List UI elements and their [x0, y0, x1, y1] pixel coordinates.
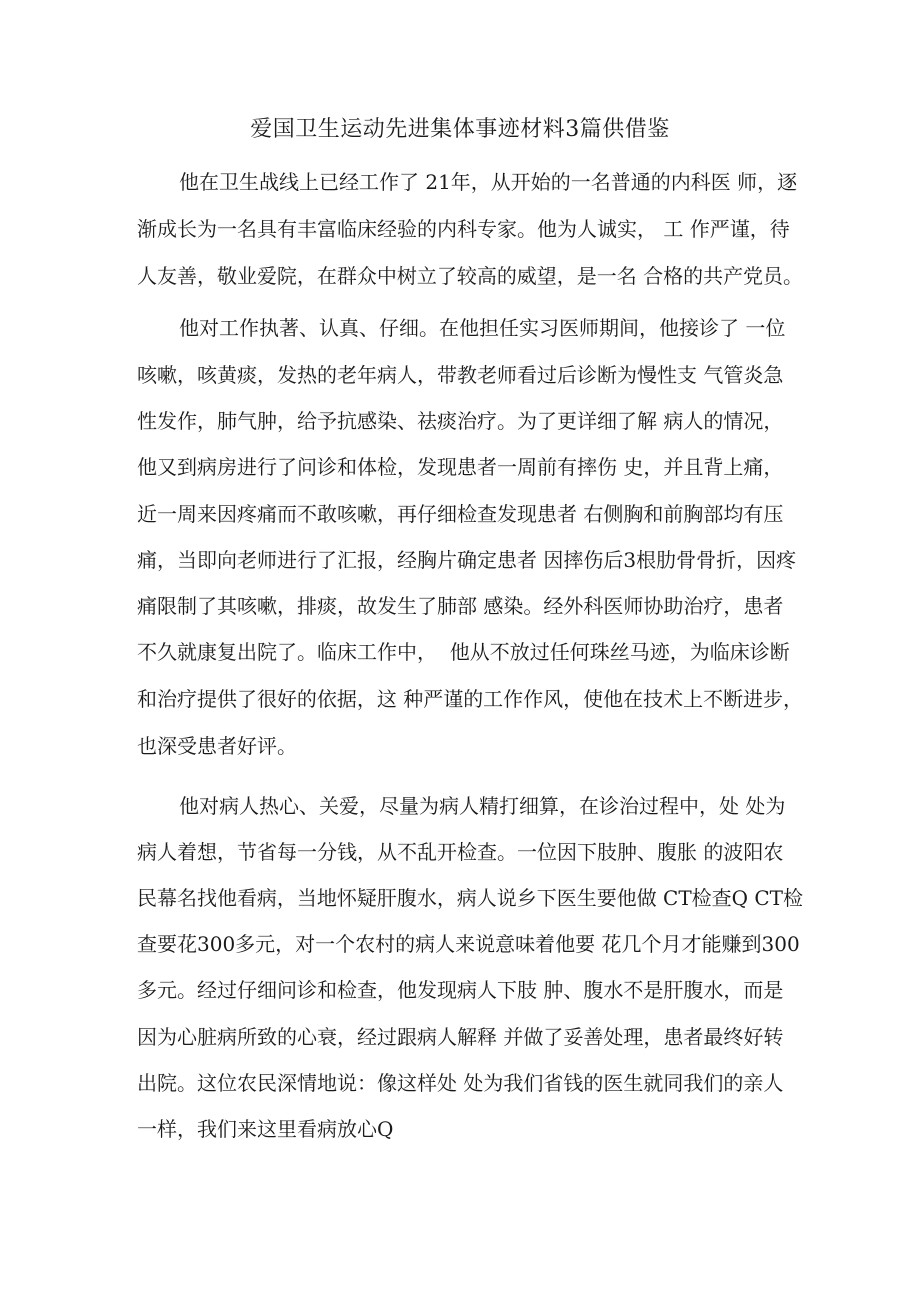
text-line: 性发作，肺气肿，给予抗感染、祛痰治疗。为了更详细了解 病人的情况，: [137, 409, 784, 433]
text-line: 他又到病房进行了问诊和体检，发现患者一周前有摔伤 史，并且背上痛，: [137, 455, 784, 479]
text-line: 也深受患者好评。: [137, 734, 297, 758]
text-line: 他对病人热心、关爱，尽量为病人精打细算，在诊治过程中，处 处为: [179, 794, 786, 818]
text-line: 他对工作执著、认真、仔细。在他担任实习医师期间，他接诊了 一位: [179, 316, 786, 340]
text-line: 民幕名找他看病，当地怀疑肝腹水，病人说乡下医生要他做 CT检查Q CT检: [137, 886, 804, 910]
text-line: 查要花300多元，对一个农村的病人来说意味着他要 花几个月才能赚到300: [137, 932, 800, 956]
text-line: 因为心脏病所致的心衰，经过跟病人解释 并做了妥善处理，患者最终好转: [137, 1025, 784, 1049]
text-line: 咳嗽，咳黄痰，发热的老年病人，带教老师看过后诊断为慢性支 气管炎急: [137, 363, 784, 387]
text-line: 近一周来因疼痛而不敢咳嗽，再仔细检查发现患者 右侧胸和前胸部均有压: [137, 502, 784, 526]
text-line: 痛，当即向老师进行了汇报，经胸片确定患者 因摔伤后3根肋骨骨折，因疼: [137, 548, 797, 572]
text-line: 他在卫生战线上已经工作了 21年，从开始的一名普通的内科医 师，逐: [179, 170, 798, 194]
text-line: 痛限制了其咳嗽，排痰，故发生了肺部 感染。经外科医师协助治疗，患者: [137, 594, 784, 618]
text-line: 多元。经过仔细问诊和检查，他发现病人下肢 肿、腹水不是肝腹水，而是: [137, 978, 784, 1002]
text-line: 出院。这位农民深情地说：像这样处 处为我们省钱的医生就同我们的亲人: [137, 1071, 784, 1095]
text-line: 不久就康复出院了。临床工作中， 他从不放过任何珠丝马迹，为临床诊断: [137, 640, 790, 664]
text-line: 渐成长为一名具有丰富临床经验的内科专家。他为人诚实， 工 作严谨，待: [137, 217, 790, 241]
text-line: 人友善，敬业爱院，在群众中树立了较高的威望，是一名 合格的共产党员。: [137, 264, 804, 288]
text-line: 病人着想，节省每一分钱，从不乱开检查。一位因下肢肿、腹胀 的波阳农: [137, 840, 784, 864]
text-line: 一样，我们来这里看病放心Q: [137, 1117, 394, 1141]
text-line: 和治疗提供了很好的依据，这 种严谨的工作作风，使他在技术上不断进步，: [137, 687, 804, 711]
document-title: 爱国卫生运动先进集体事迹材料3篇供借鉴: [250, 117, 670, 142]
